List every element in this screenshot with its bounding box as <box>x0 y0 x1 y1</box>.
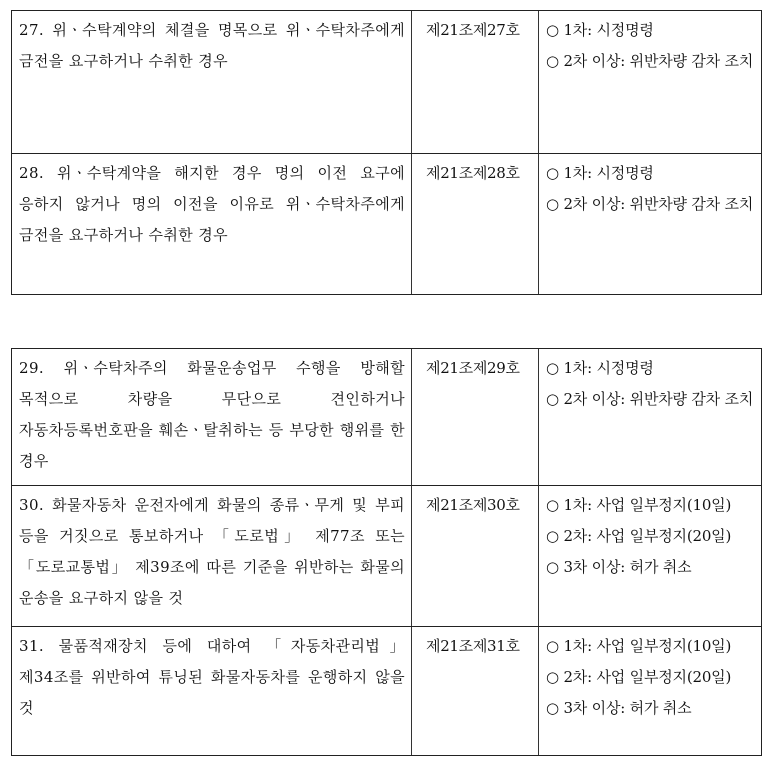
penalty-item: ○ 3차 이상: 허가 취소 <box>546 699 692 717</box>
penalty-item: ○ 1차: 시정명령 <box>546 164 654 182</box>
penalty-list <box>538 11 761 153</box>
penalty-item: ○ 2차 이상: 위반차량 감차 조치 <box>546 52 754 70</box>
penalty-list <box>538 154 761 294</box>
penalty-item: ○ 2차: 사업 일부정지(20일) <box>546 668 732 686</box>
violation-description: 30. 화물자동차 운전자에게 화물의 종류ㆍ무게 및 부피 등을 거짓으로 통보하거나 「도로법」 제77조 또는 「도로교통법」 제39조에 따른 기준을 위반하는 화물의 운송을 요구하지 않을 것 <box>19 496 405 607</box>
table-row <box>11 153 762 295</box>
penalty-item: ○ 3차 이상: 허가 취소 <box>546 558 692 576</box>
table-row <box>11 626 762 756</box>
table-row <box>11 10 762 154</box>
violation-description: 29. 위ㆍ수탁차주의 화물운송업무 수행을 방해할 목적으로 차량을 무단으로 견인하거나 자동차등록번호판을 훼손ㆍ탈취하는 등 부당한 행위를 한 경우 <box>19 359 405 470</box>
article-reference: 제21조제28호 <box>411 154 538 294</box>
penalty-list <box>538 627 761 755</box>
penalty-list <box>538 486 761 626</box>
violation-description: 27. 위ㆍ수탁계약의 체결을 명목으로 위ㆍ수탁차주에게 금전을 요구하거나 수취한 경우 <box>19 21 405 70</box>
penalty-item: ○ 1차: 시정명령 <box>546 359 654 377</box>
article-reference: 제21조제31호 <box>411 627 538 755</box>
penalty-item: ○ 2차 이상: 위반차량 감차 조치 <box>546 390 754 408</box>
penalty-item: ○ 1차: 사업 일부정지(10일) <box>546 637 732 655</box>
penalty-list <box>538 349 761 485</box>
penalty-item: ○ 1차: 시정명령 <box>546 21 654 39</box>
table-row <box>11 485 762 627</box>
penalty-item: ○ 1차: 사업 일부정지(10일) <box>546 496 732 514</box>
penalty-item: ○ 2차: 사업 일부정지(20일) <box>546 527 732 545</box>
article-reference: 제21조제30호 <box>411 486 538 626</box>
article-reference: 제21조제27호 <box>411 11 538 153</box>
article-reference: 제21조제29호 <box>411 349 538 485</box>
table-row <box>11 348 762 486</box>
violation-description: 31. 물품적재장치 등에 대하여 「자동차관리법」 제34조를 위반하여 튜닝된 화물자동차를 운행하지 않을 것 <box>19 637 405 717</box>
violation-description: 28. 위ㆍ수탁계약을 해지한 경우 명의 이전 요구에 응하지 않거나 명의 이전을 이유로 위ㆍ수탁차주에게 금전을 요구하거나 수취한 경우 <box>19 164 405 244</box>
penalty-item: ○ 2차 이상: 위반차량 감차 조치 <box>546 195 754 213</box>
